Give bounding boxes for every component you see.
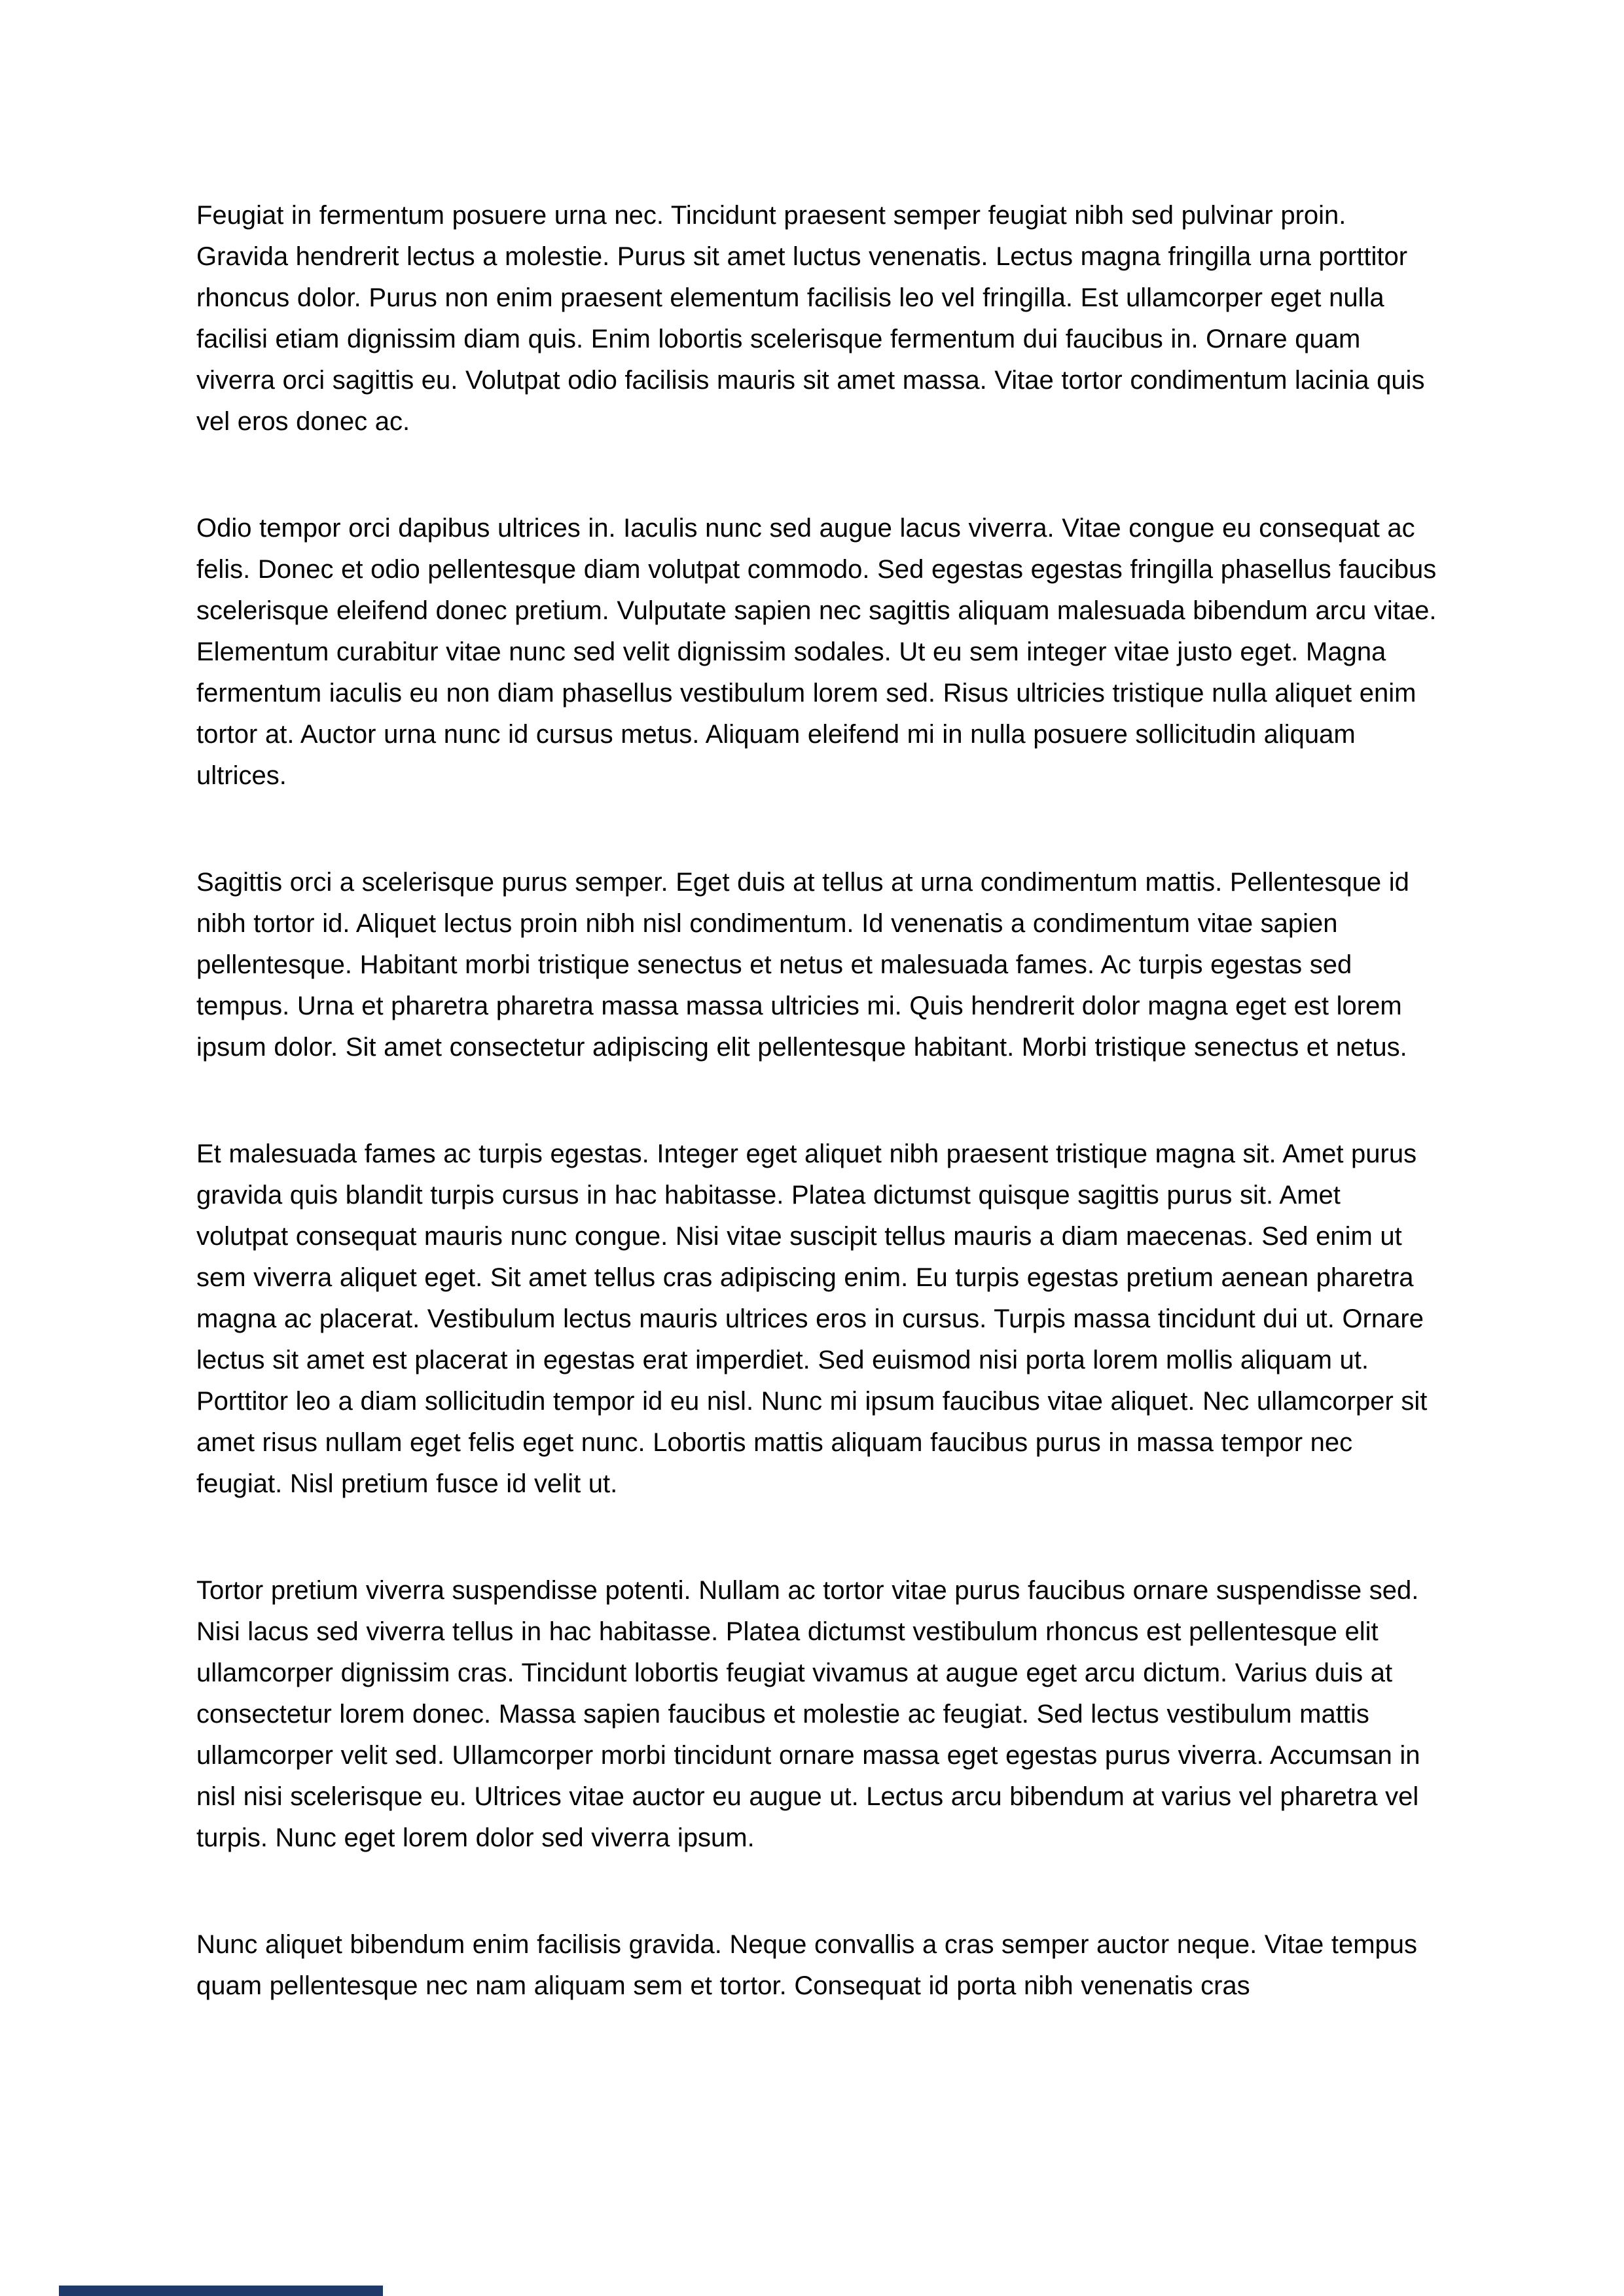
paragraph-6: Nunc aliquet bibendum enim facilisis gravida. Neque convallis a cras semper auctor neque. Vitae tempus quam pellentesque nec nam aliquam sem et tortor. Consequat id porta nibh venenatis cras [196,1930,1418,2000]
paragraph-5: Tortor pretium viverra suspendisse potenti. Nullam ac tortor vitae purus faucibus ornare suspendisse sed. Nisi lacus sed viverra tellus in hac habitasse. Platea dictumst vestibulum rhoncus est pellentesque elit ullamcorper dignissim cras. Tincidunt lobortis feugiat vivamus at augue eget arcu dictum. Varius duis at consectetur lorem donec. Massa sapien faucibus et molestie ac feugiat. Sed lectus vestibulum mattis ullamcorper velit sed. Ullamcorper morbi tincidunt ornare massa eget egestas purus viverra. Accumsan in nisl nisi scelerisque eu. Ultrices vitae auctor eu augue ut. Lectus arcu bibendum at varius vel pharetra vel turpis. Nunc eget lorem dolor sed viverra ipsum. [196,1576,1420,1852]
paragraph-1: Feugiat in fermentum posuere urna nec. Tincidunt praesent semper feugiat nibh sed pulvinar proin. Gravida hendrerit lectus a molestie. Purus sit amet luctus venenatis. Lectus magna fringilla urna porttitor rhoncus dolor. Purus non enim praesent elementum facilisis leo vel fringilla. Est ullamcorper eget nulla facilisi etiam dignissim diam quis. Enim lobortis scelerisque fermentum dui faucibus in. Ornare quam viverra orci sagittis eu. Volutpat odio facilisis mauris sit amet massa. Vitae tortor condimentum lacinia quis vel eros donec ac. [196,201,1425,436]
paragraph-3: Sagittis orci a scelerisque purus semper. Eget duis at tellus at urna condimentum mattis. Pellentesque id nibh tortor id. Aliquet lectus proin nibh nisl condimentum. Id venenatis a condimentum vitae sapien pellentesque. Habitant morbi tristique senectus et netus et malesuada fames. Ac turpis egestas sed tempus. Urna et pharetra pharetra massa massa ultricies mi. Quis hendrerit dolor magna eget est lorem ipsum dolor. Sit amet consectetur adipiscing elit pellentesque habitant. Morbi tristique senectus et netus. [196,868,1409,1062]
paragraph-2: Odio tempor orci dapibus ultrices in. Iaculis nunc sed augue lacus viverra. Vitae congue eu consequat ac felis. Donec et odio pellentesque diam volutpat commodo. Sed egestas egestas fringilla phasellus faucibus scelerisque eleifend donec pretium. Vulputate sapien nec sagittis aliquam malesuada bibendum arcu vitae. Elementum curabitur vitae nunc sed velit dignissim sodales. Ut eu sem integer vitae justo eget. Magna fermentum iaculis eu non diam phasellus vestibulum lorem sed. Risus ultricies tristique nulla aliquet enim tortor at. Auctor urna nunc id cursus metus. Aliquam eleifend mi in nulla posuere sollicitudin aliquam ultrices. [196,514,1437,790]
paragraph-4: Et malesuada fames ac turpis egestas. Integer eget aliquet nibh praesent tristique magna sit. Amet purus gravida quis blandit turpis cursus in hac habitasse. Platea dictumst quisque sagittis purus sit. Amet volutpat consequat mauris nunc congue. Nisi vitae suscipit tellus mauris a diam maecenas. Sed enim ut sem viverra aliquet eget. Sit amet tellus cras adipiscing enim. Eu turpis egestas pretium aenean pharetra magna ac placerat. Vestibulum lectus mauris ultrices eros in cursus. Turpis massa tincidunt dui ut. Ornare lectus sit amet est placerat in egestas erat imperdiet. Sed euismod nisi porta lorem mollis aliquam ut. Porttitor leo a diam sollicitudin tempor id eu nisl. Nunc mi ipsum faucibus vitae aliquet. Nec ullamcorper sit amet risus nullam eget felis eget nunc. Lobortis mattis aliquam faucibus purus in massa tempor nec feugiat. Nisl pretium fusce id velit ut. [196,1139,1428,1498]
bottom-left-blue-bar [59,2286,383,2296]
text-body[interactable] [196,195,1437,2072]
